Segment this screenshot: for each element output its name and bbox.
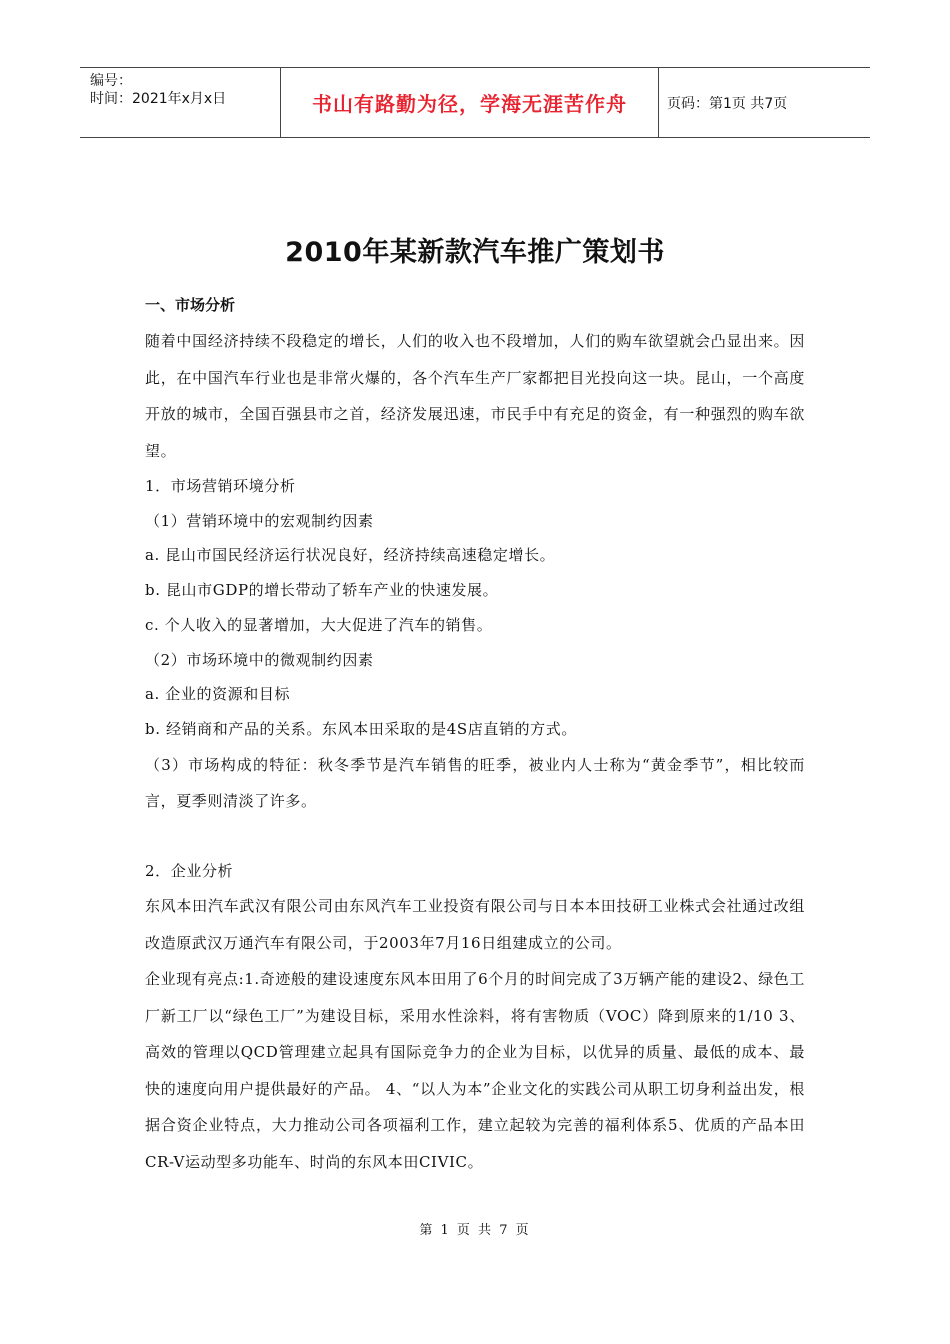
enterprise-intro-paragraph: 东风本田汽车武汉有限公司由东风汽车工业投资有限公司与日本本田技研工业株式会社通过改组改造原武汉万通汽车有限公司，于2003年7月16日组建成立的公司。 xyxy=(145,897,805,952)
list-item: （2）市场环境中的微观制约因素 xyxy=(145,650,374,669)
subsection-heading: 1．市场营销环境分析 xyxy=(145,477,296,495)
list-item: （1）营销环境中的宏观制约因素 xyxy=(145,511,374,530)
document-title: 2010年某新款汽车推广策划书 xyxy=(285,237,665,268)
header-page-info: 页码：第1页 共7页 xyxy=(667,95,788,112)
highlights-paragraph: 企业现有亮点:1.奇迹般的建设速度东风本田用了6个月的时间完成了3万辆产能的建设2、绿色工厂新工厂以“绿色工厂”为建设目标，采用水性涂料，将有害物质（VOC）降到原来的1/10 3、高效的管理以QCD管理建立起具有国际竞争力的企业为目标，以优异的质量、最低的成本、最快的速度向用户提供最好的产品。 4、“以人为本”企业文化的实践公司从职工切身利益出发，根据合资企业特点，大力推动公司各项福利工作，建立起较为完善的福利体系5、优质的产品本田CR-V运动型多功能车、时尚的东风本田CIVIC。 xyxy=(145,970,805,1171)
page-footer: 第 1 页 共 7 页 xyxy=(419,1223,531,1238)
list-item: a. 企业的资源和目标 xyxy=(145,685,291,704)
intro-paragraph: 随着中国经济持续不段稳定的增长，人们的收入也不段增加，人们的购车欲望就会凸显出来。因此，在中国汽车行业也是非常火爆的，各个汽车生产厂家都把目光投向这一块。昆山，一个高度开放的城市，全国百强县市之首，经济发展迅速，市民手中有充足的资金，有一种强烈的购车欲望。 xyxy=(145,332,805,460)
list-item: b. 经销商和产品的关系。东风本田采取的是4S店直销的方式。 xyxy=(145,719,577,738)
section-heading-market-analysis: 一、市场分析 xyxy=(145,296,236,314)
market-structure-paragraph: （3）市场构成的特征：秋冬季节是汽车销售的旺季，被业内人士称为“黄金季节”，相比较而言，夏季则清淡了许多。 xyxy=(145,755,805,811)
header-time-label: 时间：2021年x月x日 xyxy=(90,91,227,107)
header-meta xyxy=(80,68,280,137)
list-item: c. 个人收入的显著增加，大大促进了汽车的销售。 xyxy=(145,615,493,634)
header-number-label: 编号： xyxy=(90,73,132,89)
subsection-heading-enterprise: 2．企业分析 xyxy=(145,861,234,880)
spacer xyxy=(145,820,805,854)
list-item: b. 昆山市GDP的增长带动了轿车产业的快速发展。 xyxy=(145,581,499,600)
page-header xyxy=(80,67,870,138)
document-body xyxy=(145,287,805,1180)
header-motto: 书山有路勤为径，学海无涯苦作舟 xyxy=(280,68,659,137)
list-item: a. 昆山市国民经济运行状况良好，经济持续高速稳定增长。 xyxy=(145,546,556,565)
